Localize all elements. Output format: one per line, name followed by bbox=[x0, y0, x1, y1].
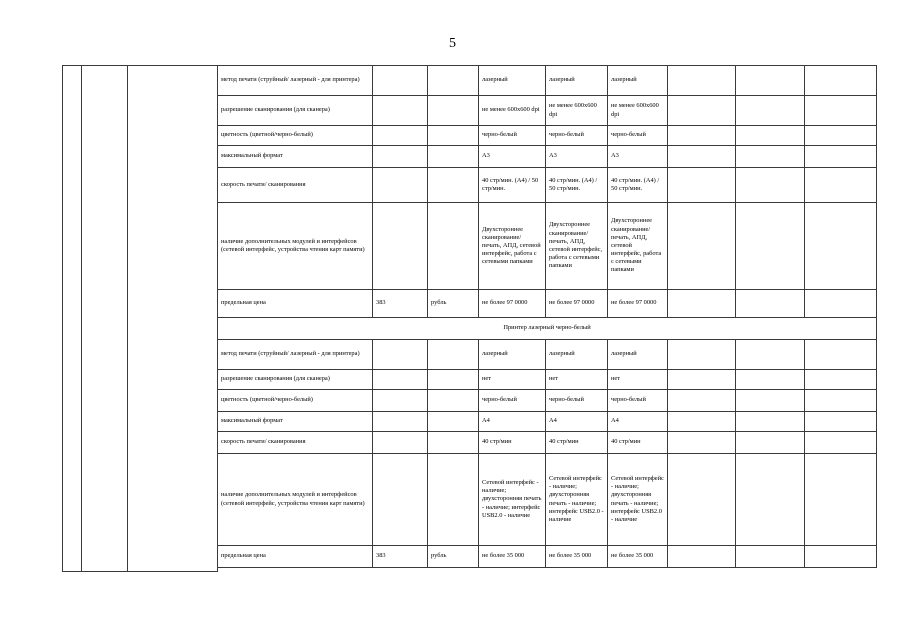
empty-cell bbox=[736, 66, 805, 96]
value-cell: А3 bbox=[479, 146, 546, 168]
value-cell: черно-белый bbox=[479, 390, 546, 412]
unit-cell: рубль bbox=[428, 546, 479, 568]
empty-cell bbox=[668, 126, 736, 146]
unit-cell bbox=[428, 454, 479, 546]
param-cell: цветность (цветной/черно-белый) bbox=[218, 126, 373, 146]
value-cell: не более 35 000 bbox=[546, 546, 608, 568]
unit-cell bbox=[428, 390, 479, 412]
empty-cell bbox=[736, 96, 805, 126]
unit-cell bbox=[428, 96, 479, 126]
value-cell: 40 стр/мин bbox=[608, 432, 668, 454]
value-cell: Сетевой интерфейс - наличие; двухсторонняя печать - наличие; интерфейс USB2.0 - наличие bbox=[546, 454, 608, 546]
value-cell: 40 стр/мин bbox=[546, 432, 608, 454]
param-cell: максимальный формат bbox=[218, 412, 373, 432]
okei-code-cell bbox=[373, 96, 428, 126]
param-cell: разрешение сканирования (для сканера) bbox=[218, 370, 373, 390]
okei-code-cell bbox=[373, 168, 428, 203]
param-cell: наличие дополнительных модулей и интерфейсов (сетевой интерфейс, устройства чтения карт памяти) bbox=[218, 203, 373, 290]
empty-cell bbox=[736, 126, 805, 146]
empty-cell bbox=[668, 432, 736, 454]
value-cell: Двухстороннее сканирование/ печать, АПД, сетевой интерфейс, работа с сетевыми папками bbox=[608, 203, 668, 290]
param-cell: предельная цена bbox=[218, 546, 373, 568]
value-cell: не более 97 0000 bbox=[479, 290, 546, 318]
param-cell: максимальный формат bbox=[218, 146, 373, 168]
value-cell: Двухстороннее сканирование/ печать, АПД, сетевой интерфейс, работа с сетевыми папками bbox=[479, 203, 546, 290]
value-cell: черно-белый bbox=[608, 126, 668, 146]
okei-code-cell: 383 bbox=[373, 290, 428, 318]
value-cell: не более 35 000 bbox=[479, 546, 546, 568]
value-cell: Сетевой интерфейс - наличие; двухсторонняя печать - наличие; интерфейс USB2.0 - наличие bbox=[479, 454, 546, 546]
unit-cell bbox=[428, 203, 479, 290]
param-cell: скорость печати/ сканирования bbox=[218, 432, 373, 454]
value-cell: не менее 600x600 dpi bbox=[608, 96, 668, 126]
empty-cell bbox=[668, 340, 736, 370]
empty-cell bbox=[805, 290, 877, 318]
value-cell: не менее 600x600 dpi bbox=[546, 96, 608, 126]
value-cell: не более 97 0000 bbox=[608, 290, 668, 318]
unit-cell bbox=[428, 340, 479, 370]
specification-table bbox=[62, 65, 877, 572]
value-cell: черно-белый bbox=[546, 390, 608, 412]
empty-cell bbox=[736, 146, 805, 168]
empty-cell bbox=[668, 146, 736, 168]
value-cell: 40 стр/мин. (А4) / 50 стр/мин. bbox=[546, 168, 608, 203]
code-column bbox=[82, 66, 128, 572]
value-cell: не более 35 000 bbox=[608, 546, 668, 568]
value-cell: нет bbox=[479, 370, 546, 390]
value-cell: черно-белый bbox=[608, 390, 668, 412]
okei-code-cell bbox=[373, 454, 428, 546]
okei-code-cell bbox=[373, 203, 428, 290]
empty-cell bbox=[668, 290, 736, 318]
value-cell: не более 97 0000 bbox=[546, 290, 608, 318]
empty-cell bbox=[668, 454, 736, 546]
empty-cell bbox=[668, 96, 736, 126]
value-cell: А4 bbox=[608, 412, 668, 432]
value-cell: А4 bbox=[546, 412, 608, 432]
value-cell: А3 bbox=[546, 146, 608, 168]
value-cell: не менее 600x600 dpi bbox=[479, 96, 546, 126]
value-cell: Сетевой интерфейс - наличие; двухсторонняя печать - наличие; интерфейс USB2.0 - наличие bbox=[608, 454, 668, 546]
okei-code-cell bbox=[373, 126, 428, 146]
empty-cell bbox=[736, 432, 805, 454]
table-row bbox=[63, 66, 877, 96]
empty-cell bbox=[736, 203, 805, 290]
unit-cell bbox=[428, 66, 479, 96]
okei-code-cell bbox=[373, 66, 428, 96]
empty-cell bbox=[805, 168, 877, 203]
value-cell: А4 bbox=[479, 412, 546, 432]
param-cell: метод печати (струйный/ лазерный - для принтера) bbox=[218, 66, 373, 96]
value-cell: 40 стр/мин. (А4) / 50 стр/мин. bbox=[479, 168, 546, 203]
empty-cell bbox=[668, 370, 736, 390]
empty-cell bbox=[805, 96, 877, 126]
empty-cell bbox=[668, 390, 736, 412]
empty-cell bbox=[805, 454, 877, 546]
empty-cell bbox=[805, 66, 877, 96]
okei-code-cell bbox=[373, 432, 428, 454]
param-cell: наличие дополнительных модулей и интерфейсов (сетевой интерфейс, устройства чтения карт памяти) bbox=[218, 454, 373, 546]
name-column bbox=[128, 66, 218, 572]
unit-cell bbox=[428, 146, 479, 168]
value-cell: А3 bbox=[608, 146, 668, 168]
empty-cell bbox=[668, 203, 736, 290]
okei-code-cell bbox=[373, 146, 428, 168]
unit-cell: рубль bbox=[428, 290, 479, 318]
okei-code-cell bbox=[373, 340, 428, 370]
okei-code-cell: 383 bbox=[373, 546, 428, 568]
okei-code-cell bbox=[373, 390, 428, 412]
param-cell: предельная цена bbox=[218, 290, 373, 318]
empty-cell bbox=[736, 370, 805, 390]
section-title: Принтер лазерный черно-белый bbox=[218, 318, 877, 340]
empty-cell bbox=[805, 546, 877, 568]
unit-cell bbox=[428, 432, 479, 454]
empty-cell bbox=[805, 340, 877, 370]
empty-cell bbox=[736, 412, 805, 432]
empty-cell bbox=[736, 546, 805, 568]
value-cell: лазерный bbox=[546, 340, 608, 370]
empty-cell bbox=[736, 390, 805, 412]
empty-cell bbox=[736, 340, 805, 370]
empty-cell bbox=[805, 390, 877, 412]
empty-cell bbox=[805, 412, 877, 432]
value-cell: лазерный bbox=[608, 66, 668, 96]
empty-cell bbox=[805, 126, 877, 146]
unit-cell bbox=[428, 412, 479, 432]
okei-code-cell bbox=[373, 370, 428, 390]
value-cell: лазерный bbox=[546, 66, 608, 96]
unit-cell bbox=[428, 126, 479, 146]
empty-cell bbox=[736, 454, 805, 546]
empty-cell bbox=[736, 290, 805, 318]
param-cell: цветность (цветной/черно-белый) bbox=[218, 390, 373, 412]
value-cell: лазерный bbox=[479, 66, 546, 96]
value-cell: черно-белый bbox=[546, 126, 608, 146]
param-cell: скорость печати/ сканирования bbox=[218, 168, 373, 203]
number-column bbox=[63, 66, 82, 572]
value-cell: нет bbox=[546, 370, 608, 390]
value-cell: лазерный bbox=[479, 340, 546, 370]
empty-cell bbox=[668, 168, 736, 203]
value-cell: 40 стр/мин. (А4) / 50 стр/мин. bbox=[608, 168, 668, 203]
empty-cell bbox=[805, 203, 877, 290]
page-number: 5 bbox=[449, 36, 456, 51]
param-cell: разрешение сканирования (для сканера) bbox=[218, 96, 373, 126]
empty-cell bbox=[805, 432, 877, 454]
okei-code-cell bbox=[373, 412, 428, 432]
value-cell: черно-белый bbox=[479, 126, 546, 146]
value-cell: Двухстороннее сканирование/ печать, АПД, сетевой интерфейс, работа с сетевыми папками bbox=[546, 203, 608, 290]
empty-cell bbox=[805, 370, 877, 390]
value-cell: 40 стр/мин bbox=[479, 432, 546, 454]
empty-cell bbox=[668, 546, 736, 568]
unit-cell bbox=[428, 168, 479, 203]
unit-cell bbox=[428, 370, 479, 390]
value-cell: нет bbox=[608, 370, 668, 390]
empty-cell bbox=[668, 412, 736, 432]
param-cell: метод печати (струйный/ лазерный - для принтера) bbox=[218, 340, 373, 370]
empty-cell bbox=[805, 146, 877, 168]
value-cell: лазерный bbox=[608, 340, 668, 370]
empty-cell bbox=[736, 168, 805, 203]
empty-cell bbox=[668, 66, 736, 96]
